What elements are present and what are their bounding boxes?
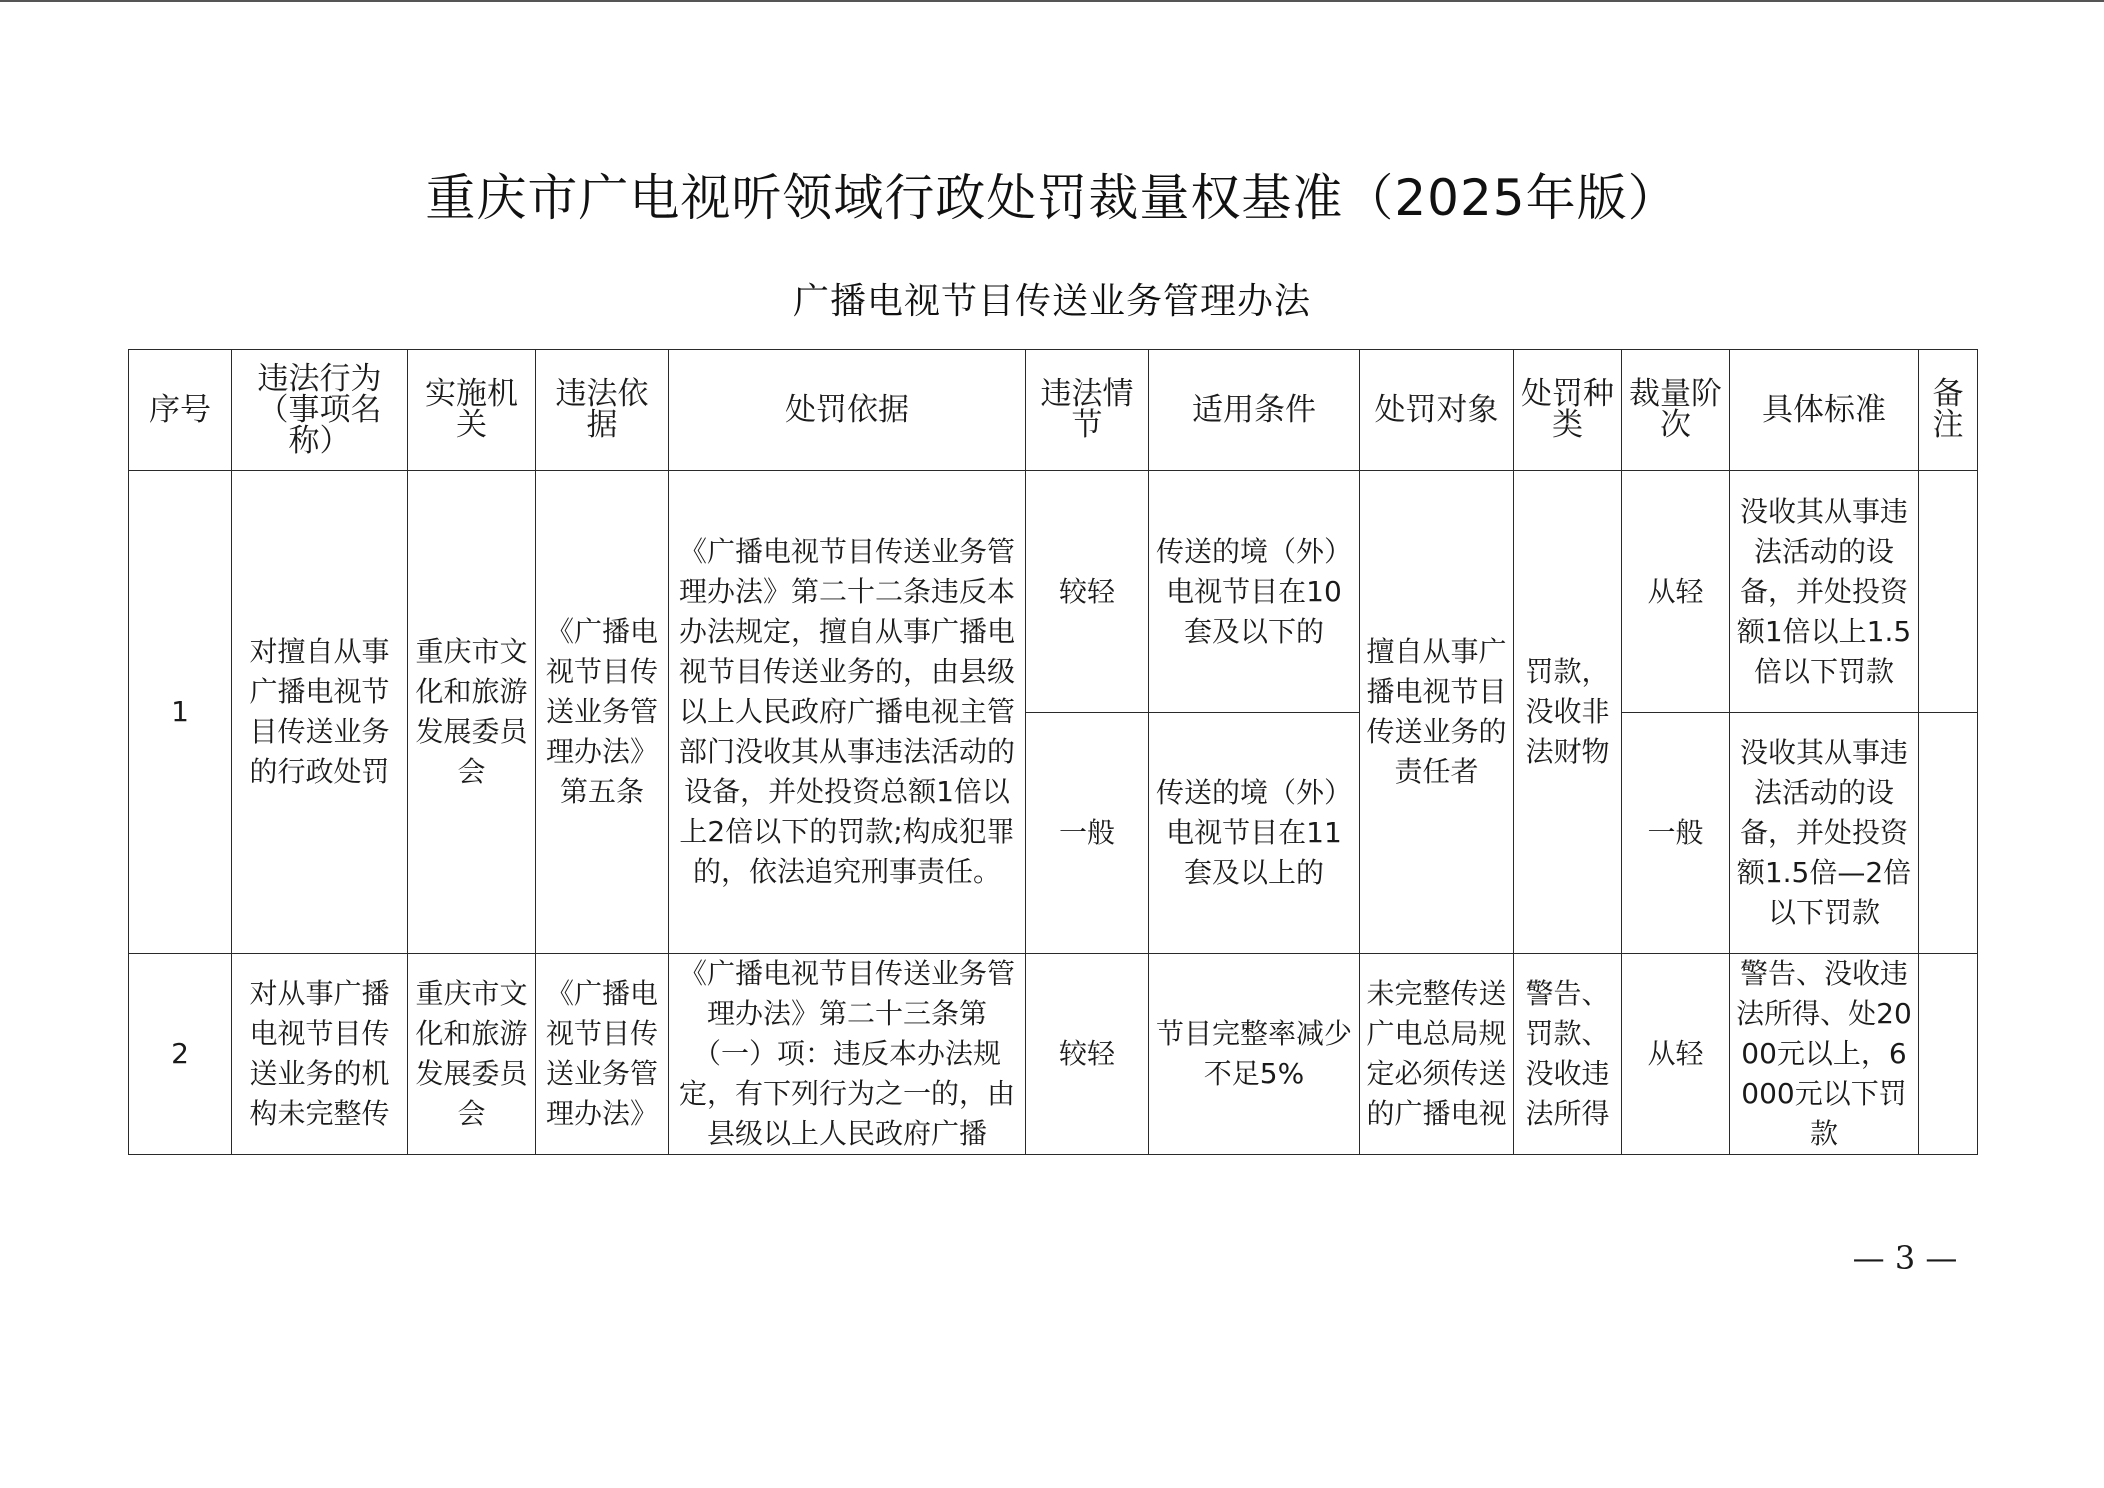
header-cell-condition: 适用条件 — [1149, 350, 1360, 471]
document-title: 重庆市广电视听领域行政处罚裁量权基准（2025年版） — [425, 169, 1679, 227]
entry-legal-basis: 《广播电视节目传送业务管理办法》第五条 — [536, 471, 669, 954]
table-header-row — [129, 350, 1978, 471]
entry-condition: 传送的境（外）电视节目在11套及以上的 — [1149, 713, 1360, 954]
entry-grade: 从轻 — [1622, 954, 1730, 1155]
table-row — [129, 471, 1978, 713]
header-cell-violation: 违法行为（事项名称） — [232, 350, 408, 471]
entry-violation: 对从事广播电视节目传送业务的机构未完整传 — [232, 954, 408, 1155]
entry-condition: 节目完整率减少不足5% — [1149, 954, 1360, 1155]
entry-target: 未完整传送广电总局规定必须传送的广播电视 — [1360, 954, 1514, 1155]
section-subtitle: 广播电视节目传送业务管理办法 — [792, 281, 1311, 322]
entry-circumstance: 一般 — [1026, 713, 1149, 954]
entry-penalty-basis: 《广播电视节目传送业务管理办法》第二十二条违反本办法规定，擅自从事广播电视节目传送业务的，由县级以上人民政府广播电视主管部门没收其从事违法活动的设备，并处投资总额1倍以上2倍以下的罚款;构成犯罪的，依法追究刑事责任。 — [669, 471, 1026, 954]
entry-circumstance: 较轻 — [1026, 954, 1149, 1155]
header-cell-grade: 裁量阶次 — [1622, 350, 1730, 471]
entry-standard: 没收其从事违法活动的设备，并处投资额1.5倍—2倍以下罚款 — [1730, 713, 1919, 954]
entry-number: 2 — [129, 954, 232, 1155]
header-cell-authority: 实施机关 — [408, 350, 536, 471]
header-cell-remarks: 备注 — [1919, 350, 1978, 471]
entry-remarks — [1919, 954, 1978, 1155]
entry-authority: 重庆市文化和旅游发展委员会 — [408, 954, 536, 1155]
entry-remarks — [1919, 713, 1978, 954]
entry-violation: 对擅自从事广播电视节目传送业务的行政处罚 — [232, 471, 408, 954]
entry-grade: 从轻 — [1622, 471, 1730, 713]
entry-number: 1 — [129, 471, 232, 954]
header-cell-target: 处罚对象 — [1360, 350, 1514, 471]
entry-penalty-type: 警告、罚款、没收违法所得 — [1514, 954, 1622, 1155]
penalty-standards-table — [128, 349, 1978, 1155]
header-cell-circumstance: 违法情节 — [1026, 350, 1149, 471]
table-row — [129, 954, 1978, 1155]
entry-grade: 一般 — [1622, 713, 1730, 954]
entry-standard: 没收其从事违法活动的设备，并处投资额1倍以上1.5倍以下罚款 — [1730, 471, 1919, 713]
entry-condition: 传送的境（外）电视节目在10套及以下的 — [1149, 471, 1360, 713]
header-cell-legal-basis: 违法依据 — [536, 350, 669, 471]
entry-remarks — [1919, 471, 1978, 713]
entry-penalty-basis: 《广播电视节目传送业务管理办法》第二十三条第（一）项：违反本办法规定，有下列行为之一的，由县级以上人民政府广播 — [669, 954, 1026, 1155]
entry-circumstance: 较轻 — [1026, 471, 1149, 713]
header-cell-number: 序号 — [129, 350, 232, 471]
header-cell-penalty-type: 处罚种类 — [1514, 350, 1622, 471]
entry-penalty-type: 罚款，没收非法财物 — [1514, 471, 1622, 954]
header-cell-penalty-basis: 处罚依据 — [669, 350, 1026, 471]
header-cell-standard: 具体标准 — [1730, 350, 1919, 471]
entry-legal-basis: 《广播电视节目传送业务管理办法》 — [536, 954, 669, 1155]
entry-standard: 警告、没收违法所得、处2000元以上，6000元以下罚款 — [1730, 954, 1919, 1155]
page-number: — 3 — — [1852, 1239, 1958, 1277]
entry-target: 擅自从事广播电视节目传送业务的责任者 — [1360, 471, 1514, 954]
page-top-rule — [0, 0, 2104, 2]
entry-authority: 重庆市文化和旅游发展委员会 — [408, 471, 536, 954]
